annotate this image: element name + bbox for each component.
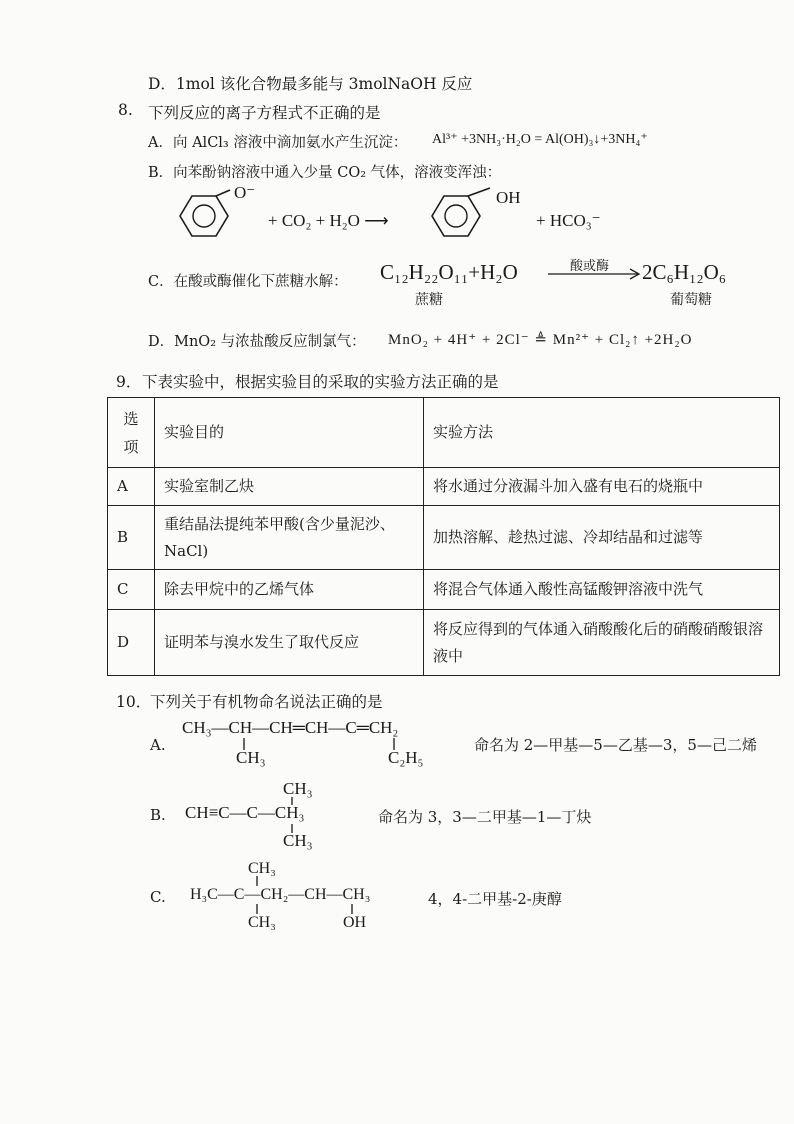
table-cell-method: 加热溶解、趁热过滤、冷却结晶和过滤等 [424, 506, 780, 570]
table-cell-purpose: 实验室制乙炔 [155, 468, 424, 506]
q8-d-equation: MnO₂ + 4H⁺ + 2Cl⁻ ≜ Mn²⁺ + Cl₂↑ +2H₂O [388, 332, 693, 348]
q10-c-formula: H₃C—C—CH₂—CH—CH₃ [190, 886, 371, 903]
table-row [108, 506, 780, 570]
table-row [108, 610, 780, 676]
table-cell-purpose: 重结晶法提纯苯甲酸(含少量泥沙、NaCl) [155, 506, 424, 570]
q8-option-c-text: C．在酸或酶催化下蔗糖水解： [148, 274, 348, 290]
table-header-row [108, 398, 780, 468]
q7-option-d: D．1mol 该化合物最多能与 3molNaOH 反应 [148, 75, 473, 93]
q10-c-hydroxyl: OH [343, 914, 367, 931]
q10-c-name: 4，4-二甲基-2-庚醇 [428, 890, 562, 908]
q8-c-sucrose-label: 蔗糖 [415, 292, 443, 308]
q10-b-top-methyl: CH₃ [283, 779, 313, 798]
q10-a-sub-ethyl: C₂H₅ [388, 748, 424, 767]
q10-b-label: B. [150, 806, 166, 824]
q10-a-formula: CH₃—CH—CH═CH—C═CH₂ [182, 718, 399, 737]
table-cell-option: D [108, 610, 155, 676]
q8-b-tail: + HCO₃⁻ [536, 211, 601, 230]
table-cell-method: 将反应得到的气体通入硝酸酸化后的硝酸硝酸银溶液中 [424, 610, 780, 676]
table-cell-option: C [108, 570, 155, 610]
q8-b-middle: + CO₂ + H₂O ⟶ [268, 211, 389, 230]
table-row [108, 468, 780, 506]
q8-option-d-text: D．MnO₂ 与浓盐酸反应制氯气： [148, 334, 366, 350]
q8-c-rhs: 2C₆H₁₂O₆ [642, 260, 727, 284]
q8-option-a-equation: Al³⁺ +3NH₃·H₂O = Al(OH)₃↓+3NH₄⁺ [432, 132, 648, 147]
q10-number: 10． [116, 693, 152, 711]
table-header-method: 实验方法 [424, 398, 780, 468]
table-cell-method: 将水通过分液漏斗加入盛有电石的烧瓶中 [424, 468, 780, 506]
q8-option-a-text: A．向 AlCl₃ 溶液中滴加氨水产生沉淀： [148, 135, 408, 151]
q8-b-oh: OH [496, 188, 521, 207]
q8-c-glucose-label: 葡萄糖 [670, 292, 712, 308]
table-cell-option: A [108, 468, 155, 506]
q8-stem: 下列反应的离子方程式不正确的是 [148, 104, 381, 122]
q9-number: 9． [116, 373, 142, 391]
q8-option-b-text: B．向苯酚钠溶液中通入少量 CO₂ 气体，溶液变浑浊： [148, 165, 502, 181]
q10-a-sub-methyl: CH₃ [236, 748, 266, 767]
q10-b-name: 命名为 3，3—二甲基—1—丁炔 [378, 808, 592, 826]
q10-stem: 下列关于有机物命名说法正确的是 [150, 693, 383, 711]
q10-c-bottom-methyl: CH₃ [248, 914, 276, 931]
q8-number: 8. [118, 101, 133, 119]
table-header-option: 选项 [108, 398, 155, 468]
q10-c-label: C. [150, 888, 166, 906]
table-cell-purpose: 证明苯与溴水发生了取代反应 [155, 610, 424, 676]
table-header-purpose: 实验目的 [155, 398, 424, 468]
q8-c-condition: 酸或酶 [570, 259, 610, 274]
table-cell-purpose: 除去甲烷中的乙烯气体 [155, 570, 424, 610]
q8-b-o-minus: O⁻ [234, 183, 256, 202]
table-cell-option: B [108, 506, 155, 570]
q10-a-name: 命名为 2—甲基—5—乙基—3，5—己二烯 [474, 736, 757, 754]
q8-c-lhs: C₁₂H₂₂O₁₁+H₂O [380, 260, 518, 284]
q9-stem: 下表实验中，根据实验目的采取的实验方法正确的是 [142, 373, 499, 391]
table-row [108, 570, 780, 610]
q10-a-label: A. [150, 736, 166, 754]
reaction-arrow-icon [548, 268, 643, 280]
experiment-table [107, 397, 780, 676]
q10-b-formula: CH≡C—C—CH₃ [185, 803, 305, 822]
table-cell-method: 将混合气体通入酸性高锰酸钾溶液中洗气 [424, 570, 780, 610]
q10-c-top-methyl: CH₃ [248, 860, 276, 877]
q10-b-bottom-methyl: CH₃ [283, 831, 313, 850]
